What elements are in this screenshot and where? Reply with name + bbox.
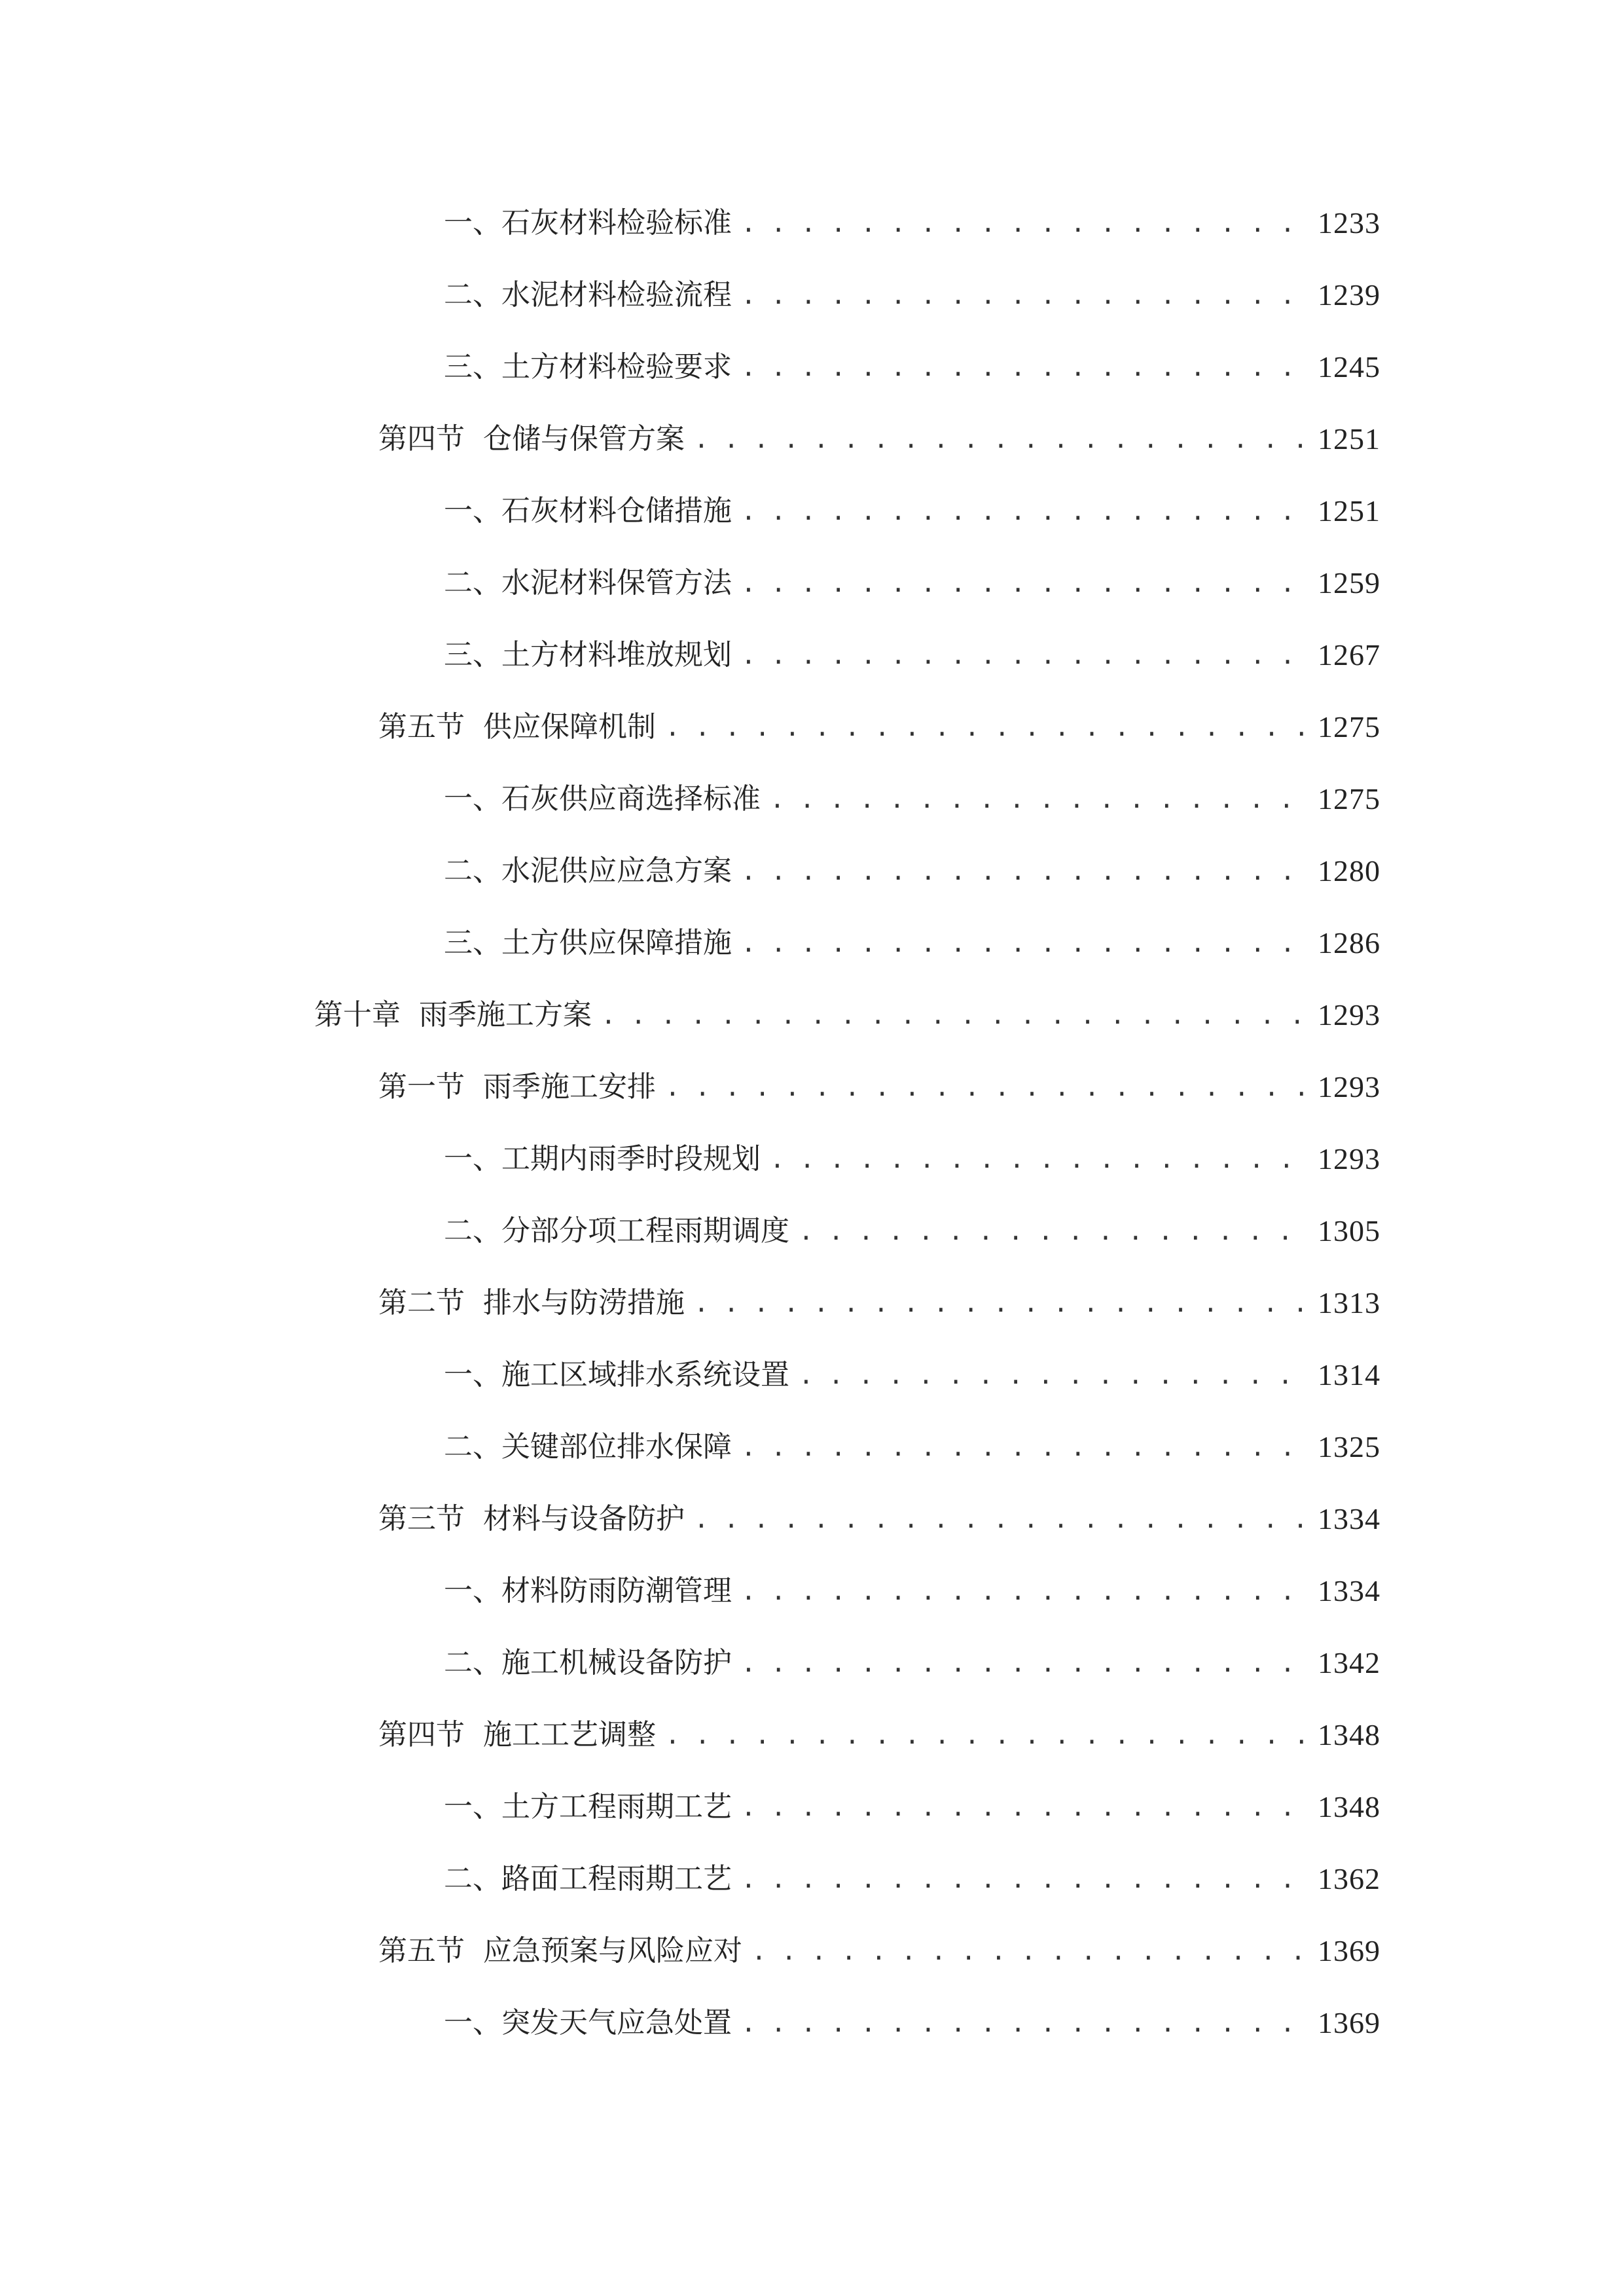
toc-entry-marker: 二、 xyxy=(444,1646,501,1679)
toc-dot-leader xyxy=(665,1067,1310,1107)
toc-entry-title: 材料与设备防护 xyxy=(483,1502,685,1535)
toc-entry-title: 突发天气应急处置 xyxy=(501,2006,732,2039)
toc-entry-title: 施工区域排水系统设置 xyxy=(501,1358,789,1391)
toc-entry-item[interactable] xyxy=(0,475,1624,547)
toc-entry-item[interactable] xyxy=(0,619,1624,691)
toc-entry-marker: 第五节 xyxy=(378,710,465,744)
toc-dot-leader xyxy=(694,1283,1310,1323)
toc-entry-item[interactable] xyxy=(0,1771,1624,1843)
toc-page-number: 1369 xyxy=(1318,1934,1380,1967)
toc-page-number: 1245 xyxy=(1318,350,1380,384)
toc-page-number: 1251 xyxy=(1318,494,1380,528)
toc-entry-marker: 第十章 xyxy=(314,998,401,1031)
toc-dot-leader xyxy=(770,1139,1310,1179)
toc-dot-leader xyxy=(694,420,1310,459)
toc-entry-title: 分部分项工程雨期调度 xyxy=(501,1214,789,1247)
toc-entry-section[interactable] xyxy=(0,1699,1624,1771)
toc-entry-marker: 二、 xyxy=(444,854,501,888)
toc-page-number: 1233 xyxy=(1318,206,1380,240)
toc-page-number: 1267 xyxy=(1318,638,1380,672)
toc-entry-title: 土方材料检验要求 xyxy=(501,350,732,384)
toc-entry-item[interactable] xyxy=(0,1195,1624,1267)
toc-entry-title: 施工工艺调整 xyxy=(483,1718,656,1751)
toc-entry-title: 水泥供应应急方案 xyxy=(501,854,732,888)
toc-entry-section[interactable] xyxy=(0,691,1624,763)
toc-dot-leader xyxy=(799,1355,1310,1395)
toc-entry-item[interactable] xyxy=(0,547,1624,619)
toc-entry-marker: 第三节 xyxy=(378,1502,465,1535)
toc-entry-title: 应急预案与风险应对 xyxy=(483,1934,742,1967)
toc-entry-title: 路面工程雨期工艺 xyxy=(501,1862,732,1895)
toc-entry-title: 仓储与保管方案 xyxy=(483,422,685,456)
toc-entry-title: 供应保障机制 xyxy=(483,710,656,744)
toc-entry-item[interactable] xyxy=(0,1987,1624,2059)
toc-entry-title: 石灰供应商选择标准 xyxy=(501,782,761,816)
toc-entry-title: 排水与防涝措施 xyxy=(483,1286,685,1319)
toc-page-number: 1293 xyxy=(1318,1070,1380,1103)
toc-entry-item[interactable] xyxy=(0,907,1624,979)
toc-entry-marker: 二、 xyxy=(444,278,501,312)
toc-entry-section[interactable] xyxy=(0,1483,1624,1555)
toc-page-number: 1280 xyxy=(1318,854,1380,888)
toc-entry-item[interactable] xyxy=(0,1123,1624,1195)
toc-page-number: 1342 xyxy=(1318,1646,1380,1679)
toc-entry-marker: 第四节 xyxy=(378,422,465,456)
toc-dot-leader xyxy=(741,1643,1310,1683)
toc-page-number: 1369 xyxy=(1318,2006,1380,2039)
toc-entry-marker: 第一节 xyxy=(378,1070,465,1103)
toc-entry-title: 土方工程雨期工艺 xyxy=(501,1790,732,1823)
toc-entry-title: 雨季施工方案 xyxy=(419,998,592,1031)
toc-page-number: 1286 xyxy=(1318,926,1380,960)
toc-page-number: 1293 xyxy=(1318,1142,1380,1175)
toc-dot-leader xyxy=(741,492,1310,531)
toc-entry-item[interactable] xyxy=(0,1843,1624,1915)
toc-entry-item[interactable] xyxy=(0,259,1624,331)
toc-page-number: 1251 xyxy=(1318,422,1380,456)
toc-entry-section[interactable] xyxy=(0,403,1624,475)
toc-dot-leader xyxy=(694,1499,1310,1539)
toc-entry-marker: 一、 xyxy=(444,1790,501,1823)
toc-entry-marker: 三、 xyxy=(444,350,501,384)
toc-dot-leader xyxy=(741,1427,1310,1467)
toc-dot-leader xyxy=(741,2003,1310,2043)
toc-entry-title: 石灰材料仓储措施 xyxy=(501,494,732,528)
toc-dot-leader xyxy=(741,276,1310,315)
toc-entry-marker: 一、 xyxy=(444,1358,501,1391)
toc-page-number: 1275 xyxy=(1318,710,1380,744)
toc-page-number: 1348 xyxy=(1318,1718,1380,1751)
toc-page-number: 1305 xyxy=(1318,1214,1380,1247)
toc-dot-leader xyxy=(741,348,1310,387)
toc-entry-title: 施工机械设备防护 xyxy=(501,1646,732,1679)
toc-page-number: 1362 xyxy=(1318,1862,1380,1895)
toc-entry-item[interactable] xyxy=(0,331,1624,403)
toc-entry-marker: 二、 xyxy=(444,1862,501,1895)
toc-dot-leader xyxy=(751,1931,1310,1971)
toc-entry-title: 石灰材料检验标准 xyxy=(501,206,732,240)
toc-entry-marker: 一、 xyxy=(444,494,501,528)
toc-entry-item[interactable] xyxy=(0,1555,1624,1627)
toc-entry-marker: 一、 xyxy=(444,2006,501,2039)
toc-entry-item[interactable] xyxy=(0,1411,1624,1483)
toc-entry-title: 水泥材料保管方法 xyxy=(501,566,732,600)
toc-entry-marker: 第四节 xyxy=(378,1718,465,1751)
toc-dot-leader xyxy=(665,1715,1310,1755)
toc-dot-leader xyxy=(741,564,1310,603)
toc-entry-title: 水泥材料检验流程 xyxy=(501,278,732,312)
toc-entry-title: 土方材料堆放规划 xyxy=(501,638,732,672)
toc-page-number: 1314 xyxy=(1318,1358,1380,1391)
toc-page-number: 1348 xyxy=(1318,1790,1380,1823)
toc-entry-marker: 一、 xyxy=(444,206,501,240)
toc-dot-leader xyxy=(741,924,1310,963)
toc-dot-leader xyxy=(741,636,1310,675)
toc-entry-marker: 第二节 xyxy=(378,1286,465,1319)
toc-entry-title: 关键部位排水保障 xyxy=(501,1430,732,1463)
toc-entry-title: 土方供应保障措施 xyxy=(501,926,732,960)
toc-entry-section[interactable] xyxy=(0,1915,1624,1987)
toc-dot-leader xyxy=(741,1787,1310,1827)
toc-dot-leader xyxy=(799,1211,1310,1251)
toc-entry-chapter[interactable] xyxy=(0,979,1624,1051)
toc-entry-item[interactable] xyxy=(0,1339,1624,1411)
toc-entry-marker: 第五节 xyxy=(378,1934,465,1967)
toc-dot-leader xyxy=(741,1571,1310,1611)
toc-page-number: 1325 xyxy=(1318,1430,1380,1463)
toc-entry-marker: 一、 xyxy=(444,1142,501,1175)
toc-entry-item[interactable] xyxy=(0,835,1624,907)
toc-entry-marker: 三、 xyxy=(444,638,501,672)
toc-dot-leader xyxy=(601,996,1310,1035)
toc-entry-item[interactable] xyxy=(0,187,1624,259)
toc-entry-title: 材料防雨防潮管理 xyxy=(501,1574,732,1607)
toc-dot-leader xyxy=(741,852,1310,891)
toc-entry-marker: 一、 xyxy=(444,782,501,816)
toc-dot-leader xyxy=(665,708,1310,747)
table-of-contents xyxy=(0,187,1624,2059)
toc-page-number: 1313 xyxy=(1318,1286,1380,1319)
toc-entry-marker: 二、 xyxy=(444,1214,501,1247)
toc-page-number: 1293 xyxy=(1318,998,1380,1031)
toc-page-number: 1239 xyxy=(1318,278,1380,312)
toc-entry-marker: 二、 xyxy=(444,1430,501,1463)
toc-entry-title: 雨季施工安排 xyxy=(483,1070,656,1103)
toc-dot-leader xyxy=(741,204,1310,243)
toc-entry-section[interactable] xyxy=(0,1267,1624,1339)
toc-page-number: 1275 xyxy=(1318,782,1380,816)
toc-page-number: 1334 xyxy=(1318,1502,1380,1535)
toc-entry-item[interactable] xyxy=(0,763,1624,835)
toc-dot-leader xyxy=(741,1859,1310,1899)
toc-entry-section[interactable] xyxy=(0,1051,1624,1123)
toc-entry-marker: 三、 xyxy=(444,926,501,960)
toc-entry-title: 工期内雨季时段规划 xyxy=(501,1142,761,1175)
toc-entry-item[interactable] xyxy=(0,1627,1624,1699)
toc-entry-marker: 二、 xyxy=(444,566,501,600)
toc-entry-marker: 一、 xyxy=(444,1574,501,1607)
toc-page-number: 1334 xyxy=(1318,1574,1380,1607)
toc-page-number: 1259 xyxy=(1318,566,1380,600)
toc-dot-leader xyxy=(770,780,1310,819)
